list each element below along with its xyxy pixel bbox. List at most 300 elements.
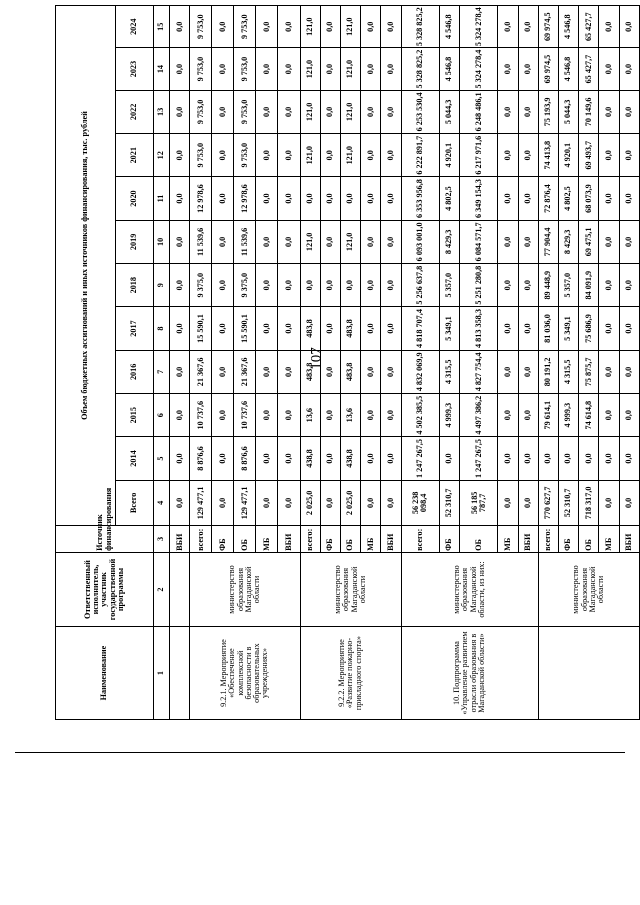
col-number: 5 <box>154 437 170 480</box>
value-cell: 2 025,0 <box>340 480 360 525</box>
value-cell: 0,0 <box>599 350 619 393</box>
value-cell: 0,0 <box>278 48 300 90</box>
value-cell: 0,0 <box>599 90 619 133</box>
value-cell: 74 614,8 <box>579 394 599 437</box>
value-cell: 0,0 <box>340 264 360 307</box>
value-cell: 0,0 <box>498 48 518 90</box>
row-executor: министерство образования Магаданской области, из них: <box>401 552 538 626</box>
value-cell: 0,0 <box>212 394 234 437</box>
col-number: 10 <box>154 220 170 263</box>
value-cell: 0,0 <box>599 437 619 480</box>
header-year: 2017 <box>116 307 154 350</box>
value-cell: 12 978,6 <box>234 177 256 220</box>
header-name: Наименование <box>56 627 154 720</box>
value-cell: 121,0 <box>340 220 360 263</box>
header-executor: Ответственный исполнитель, участник государственной программы <box>56 552 154 626</box>
value-cell: 0,0 <box>361 134 381 177</box>
value-cell: 0,0 <box>381 6 401 48</box>
value-cell: 0,0 <box>381 394 401 437</box>
value-cell: 0,0 <box>256 48 278 90</box>
value-cell: 0,0 <box>256 307 278 350</box>
table-header <box>56 6 170 720</box>
value-cell: 0,0 <box>256 220 278 263</box>
value-cell: 0,0 <box>256 480 278 525</box>
row-source: ОБ <box>234 526 256 553</box>
value-cell: 0,0 <box>381 90 401 133</box>
value-cell: 0,0 <box>498 350 518 393</box>
value-cell: 0,0 <box>619 307 639 350</box>
value-cell: 0,0 <box>619 480 639 525</box>
value-cell: 0,0 <box>256 6 278 48</box>
value-cell: 0,0 <box>498 307 518 350</box>
value-cell: 9 753,0 <box>190 90 212 133</box>
value-cell: 0,0 <box>619 264 639 307</box>
value-cell: 0,0 <box>278 350 300 393</box>
value-cell: 4 827 754,4 <box>460 350 498 393</box>
value-cell: 0,0 <box>320 6 340 48</box>
header-year: 2018 <box>116 264 154 307</box>
value-cell: 0,0 <box>212 307 234 350</box>
value-cell: 5 357,0 <box>558 264 578 307</box>
value-cell: 0,0 <box>256 264 278 307</box>
value-cell: 69 493,7 <box>579 134 599 177</box>
row-source: ВБИ <box>170 526 190 553</box>
value-cell: 0,0 <box>320 264 340 307</box>
value-cell: 6 222 891,7 <box>401 134 439 177</box>
value-cell: 121,0 <box>340 90 360 133</box>
value-cell: 0,0 <box>212 6 234 48</box>
value-cell: 9 753,0 <box>190 134 212 177</box>
value-cell: 13,6 <box>300 394 320 437</box>
value-cell: 0,0 <box>599 480 619 525</box>
value-cell: 121,0 <box>300 90 320 133</box>
value-cell: 0,0 <box>381 437 401 480</box>
value-cell: 0,0 <box>278 220 300 263</box>
value-cell: 2 025,0 <box>300 480 320 525</box>
value-cell: 5 044,3 <box>439 90 459 133</box>
value-cell: 56 238 098,4 <box>401 480 439 525</box>
value-cell: 0,0 <box>498 394 518 437</box>
value-cell: 0,0 <box>256 177 278 220</box>
table-row <box>538 6 558 720</box>
value-cell: 11 539,6 <box>190 220 212 263</box>
value-cell: 0,0 <box>599 394 619 437</box>
value-cell: 0,0 <box>439 437 459 480</box>
value-cell: 0,0 <box>518 437 538 480</box>
value-cell: 0,0 <box>361 90 381 133</box>
value-cell: 9 375,0 <box>190 264 212 307</box>
row-source: МБ <box>256 526 278 553</box>
value-cell: 9 375,0 <box>234 264 256 307</box>
value-cell: 0,0 <box>498 177 518 220</box>
value-cell: 5 044,3 <box>558 90 578 133</box>
value-cell: 0,0 <box>518 220 538 263</box>
row-source: ФБ <box>212 526 234 553</box>
value-cell: 121,0 <box>340 134 360 177</box>
value-cell: 74 413,8 <box>538 134 558 177</box>
value-cell: 8 429,3 <box>439 220 459 263</box>
value-cell: 0,0 <box>170 6 190 48</box>
value-cell: 0,0 <box>278 177 300 220</box>
value-cell: 0,0 <box>320 177 340 220</box>
value-cell: 129 477,1 <box>190 480 212 525</box>
value-cell: 0,0 <box>518 6 538 48</box>
value-cell: 0,0 <box>212 220 234 263</box>
value-cell: 9 753,0 <box>234 6 256 48</box>
value-cell: 13,6 <box>340 394 360 437</box>
value-cell: 5 256 637,8 <box>401 264 439 307</box>
value-cell: 0,0 <box>381 134 401 177</box>
value-cell: 0,0 <box>256 394 278 437</box>
value-cell: 4 999,3 <box>558 394 578 437</box>
header-year: 2022 <box>116 90 154 133</box>
value-cell: 4 802,5 <box>439 177 459 220</box>
value-cell: 0,0 <box>256 437 278 480</box>
value-cell: 81 036,0 <box>538 307 558 350</box>
value-cell: 121,0 <box>300 220 320 263</box>
value-cell: 0,0 <box>361 220 381 263</box>
value-cell: 121,0 <box>340 6 360 48</box>
value-cell: 0,0 <box>361 264 381 307</box>
header-year: 2014 <box>116 437 154 480</box>
value-cell: 0,0 <box>170 350 190 393</box>
value-cell: 6 217 971,6 <box>460 134 498 177</box>
value-cell: 6 093 001,0 <box>401 220 439 263</box>
header-year: 2023 <box>116 48 154 90</box>
value-cell: 0,0 <box>320 350 340 393</box>
value-cell: 121,0 <box>300 6 320 48</box>
value-cell: 0,0 <box>599 48 619 90</box>
value-cell: 9 753,0 <box>234 48 256 90</box>
row-source: ФБ <box>320 526 340 553</box>
value-cell: 4 920,1 <box>558 134 578 177</box>
value-cell: 4 920,1 <box>439 134 459 177</box>
value-cell: 0,0 <box>320 48 340 90</box>
value-cell: 0,0 <box>170 48 190 90</box>
row-executor: министерство образования Магаданской области <box>190 552 300 626</box>
value-cell: 0,0 <box>320 90 340 133</box>
value-cell: 6 349 154,3 <box>460 177 498 220</box>
value-cell: 0,0 <box>170 134 190 177</box>
value-cell: 0,0 <box>212 264 234 307</box>
value-cell: 0,0 <box>212 48 234 90</box>
value-cell: 0,0 <box>518 48 538 90</box>
value-cell: 0,0 <box>278 394 300 437</box>
table-row <box>170 6 190 720</box>
col-number: 13 <box>154 90 170 133</box>
value-cell: 9 753,0 <box>190 6 212 48</box>
value-cell: 21 367,6 <box>190 350 212 393</box>
value-cell: 0,0 <box>361 394 381 437</box>
col-number: 14 <box>154 48 170 90</box>
row-source: МБ <box>599 526 619 553</box>
value-cell: 0,0 <box>498 134 518 177</box>
header-source: Источник финансирования <box>56 526 154 553</box>
value-cell: 0,0 <box>278 90 300 133</box>
value-cell: 0,0 <box>498 264 518 307</box>
value-cell: 0,0 <box>320 134 340 177</box>
col-number: 3 <box>154 526 170 553</box>
value-cell: 4 497 386,2 <box>460 394 498 437</box>
row-source: ВБИ <box>619 526 639 553</box>
value-cell: 0,0 <box>170 480 190 525</box>
header-year: 2019 <box>116 220 154 263</box>
value-cell: 8 876,6 <box>234 437 256 480</box>
value-cell: 0,0 <box>170 437 190 480</box>
value-cell: 129 477,1 <box>234 480 256 525</box>
row-source: ФБ <box>558 526 578 553</box>
value-cell: 0,0 <box>212 437 234 480</box>
value-cell: 0,0 <box>619 48 639 90</box>
value-cell: 10 737,6 <box>234 394 256 437</box>
value-cell: 0,0 <box>619 6 639 48</box>
col-number: 8 <box>154 307 170 350</box>
value-cell: 10 737,6 <box>190 394 212 437</box>
col-number: 15 <box>154 6 170 48</box>
table-row <box>190 6 212 720</box>
value-cell: 0,0 <box>619 394 639 437</box>
value-cell: 5 251 280,8 <box>460 264 498 307</box>
value-cell: 0,0 <box>212 90 234 133</box>
value-cell: 121,0 <box>340 48 360 90</box>
value-cell: 0,0 <box>381 480 401 525</box>
value-cell: 0,0 <box>320 394 340 437</box>
value-cell: 0,0 <box>599 177 619 220</box>
value-cell: 0,0 <box>320 307 340 350</box>
row-source: ОБ <box>460 526 498 553</box>
page-number: 107 <box>308 347 325 370</box>
row-executor: министерство образования Магаданской области <box>538 552 639 626</box>
value-cell: 6 353 956,8 <box>401 177 439 220</box>
header-total: Всего <box>116 480 154 525</box>
value-cell: 6 253 530,4 <box>401 90 439 133</box>
col-number: 7 <box>154 350 170 393</box>
value-cell: 0,0 <box>170 264 190 307</box>
value-cell: 0,0 <box>498 220 518 263</box>
header-year: 2021 <box>116 134 154 177</box>
col-number: 2 <box>154 552 170 626</box>
value-cell: 75 875,7 <box>579 350 599 393</box>
value-cell: 0,0 <box>278 264 300 307</box>
value-cell: 75 686,9 <box>579 307 599 350</box>
value-cell: 0,0 <box>212 480 234 525</box>
value-cell: 75 193,9 <box>538 90 558 133</box>
value-cell: 0,0 <box>361 480 381 525</box>
value-cell: 0,0 <box>361 437 381 480</box>
value-cell: 0,0 <box>320 437 340 480</box>
value-cell: 4 546,8 <box>558 6 578 48</box>
row-name: 10. Подпрограмма «Управление развитием отрасли образования в Магаданской области» <box>401 627 538 720</box>
value-cell: 15 590,1 <box>190 307 212 350</box>
value-cell: 4 315,5 <box>558 350 578 393</box>
footer-divider <box>15 752 625 753</box>
value-cell: 5 349,1 <box>439 307 459 350</box>
value-cell: 0,0 <box>256 90 278 133</box>
value-cell: 0,0 <box>381 307 401 350</box>
value-cell: 0,0 <box>498 480 518 525</box>
row-source: ВБИ <box>278 526 300 553</box>
col-number: 1 <box>154 627 170 720</box>
table-row <box>401 6 439 720</box>
value-cell: 0,0 <box>518 134 538 177</box>
value-cell: 5 357,0 <box>439 264 459 307</box>
value-cell: 4 818 707,4 <box>401 307 439 350</box>
header-year: 2016 <box>116 350 154 393</box>
value-cell: 21 367,6 <box>234 350 256 393</box>
financing-table <box>55 5 640 720</box>
row-source: ФБ <box>439 526 459 553</box>
value-cell: 69 475,1 <box>579 220 599 263</box>
value-cell: 0,0 <box>381 264 401 307</box>
value-cell: 121,0 <box>300 134 320 177</box>
value-cell: 8 876,6 <box>190 437 212 480</box>
value-cell: 4 546,8 <box>439 48 459 90</box>
value-cell: 1 247 267,5 <box>401 437 439 480</box>
value-cell: 0,0 <box>278 134 300 177</box>
header-year: 2024 <box>116 6 154 48</box>
value-cell: 0,0 <box>599 264 619 307</box>
value-cell: 0,0 <box>381 48 401 90</box>
value-cell: 0,0 <box>300 264 320 307</box>
col-number: 12 <box>154 134 170 177</box>
header-volume: Объем бюджетных ассигнований и иных источников финансирования, тыс. рублей <box>56 6 116 526</box>
value-cell: 0,0 <box>538 437 558 480</box>
value-cell: 0,0 <box>170 177 190 220</box>
value-cell: 0,0 <box>320 220 340 263</box>
value-cell: 0,0 <box>278 307 300 350</box>
table-body <box>170 6 640 720</box>
header-year: 2015 <box>116 394 154 437</box>
value-cell: 4 546,8 <box>558 48 578 90</box>
value-cell: 0,0 <box>300 177 320 220</box>
value-cell: 0,0 <box>599 6 619 48</box>
value-cell: 69 974,5 <box>538 6 558 48</box>
value-cell: 12 978,6 <box>190 177 212 220</box>
value-cell: 5 349,1 <box>558 307 578 350</box>
row-source: всего: <box>300 526 320 553</box>
value-cell: 0,0 <box>599 220 619 263</box>
value-cell: 4 502 385,5 <box>401 394 439 437</box>
value-cell: 0,0 <box>518 307 538 350</box>
value-cell: 72 876,4 <box>538 177 558 220</box>
value-cell: 0,0 <box>498 90 518 133</box>
col-number: 11 <box>154 177 170 220</box>
value-cell: 0,0 <box>619 177 639 220</box>
value-cell: 9 753,0 <box>234 134 256 177</box>
value-cell: 0,0 <box>558 437 578 480</box>
value-cell: 483,8 <box>340 350 360 393</box>
value-cell: 438,8 <box>300 437 320 480</box>
row-name <box>170 627 190 720</box>
row-source: МБ <box>498 526 518 553</box>
value-cell: 0,0 <box>256 134 278 177</box>
value-cell: 0,0 <box>361 307 381 350</box>
value-cell: 68 073,9 <box>579 177 599 220</box>
value-cell: 52 310,7 <box>558 480 578 525</box>
value-cell: 121,0 <box>300 48 320 90</box>
row-source: всего: <box>538 526 558 553</box>
value-cell: 0,0 <box>619 134 639 177</box>
value-cell: 0,0 <box>619 437 639 480</box>
value-cell: 0,0 <box>518 264 538 307</box>
value-cell: 69 974,5 <box>538 48 558 90</box>
value-cell: 4 315,5 <box>439 350 459 393</box>
value-cell: 9 753,0 <box>190 48 212 90</box>
value-cell: 0,0 <box>212 350 234 393</box>
value-cell: 56 185 787,7 <box>460 480 498 525</box>
value-cell: 0,0 <box>619 90 639 133</box>
value-cell: 84 091,9 <box>579 264 599 307</box>
col-number: 9 <box>154 264 170 307</box>
value-cell: 5 328 825,2 <box>401 6 439 48</box>
header-year: 2020 <box>116 177 154 220</box>
row-source: всего: <box>190 526 212 553</box>
value-cell: 0,0 <box>518 177 538 220</box>
value-cell: 65 427,7 <box>579 6 599 48</box>
value-cell: 4 813 358,3 <box>460 307 498 350</box>
value-cell: 483,8 <box>340 307 360 350</box>
value-cell: 77 904,4 <box>538 220 558 263</box>
row-source: МБ <box>361 526 381 553</box>
value-cell: 0,0 <box>599 307 619 350</box>
value-cell: 0,0 <box>361 350 381 393</box>
row-executor <box>170 552 190 626</box>
value-cell: 8 429,3 <box>558 220 578 263</box>
rotated-table-container <box>55 5 640 720</box>
value-cell: 5 324 278,4 <box>460 48 498 90</box>
value-cell: 0,0 <box>619 350 639 393</box>
value-cell: 89 448,9 <box>538 264 558 307</box>
col-number: 4 <box>154 480 170 525</box>
table-row <box>300 6 320 720</box>
value-cell: 0,0 <box>518 394 538 437</box>
row-name: 9.2.1. Мероприятие «Обеспечение комплексной безопасности в образовательных учреждениях» <box>190 627 300 720</box>
col-number: 6 <box>154 394 170 437</box>
value-cell: 0,0 <box>361 6 381 48</box>
value-cell: 1 247 267,5 <box>460 437 498 480</box>
value-cell: 0,0 <box>518 90 538 133</box>
value-cell: 0,0 <box>518 350 538 393</box>
value-cell: 770 627,7 <box>538 480 558 525</box>
value-cell: 0,0 <box>381 350 401 393</box>
value-cell: 5 324 278,4 <box>460 6 498 48</box>
row-source: ОБ <box>579 526 599 553</box>
row-source: ВБИ <box>518 526 538 553</box>
value-cell: 70 149,6 <box>579 90 599 133</box>
value-cell: 0,0 <box>212 177 234 220</box>
value-cell: 9 753,0 <box>234 90 256 133</box>
value-cell: 0,0 <box>381 177 401 220</box>
value-cell: 0,0 <box>381 220 401 263</box>
row-executor: министерство образования Магаданской области <box>300 552 401 626</box>
value-cell: 0,0 <box>498 437 518 480</box>
row-name <box>538 627 639 720</box>
value-cell: 0,0 <box>579 437 599 480</box>
value-cell: 0,0 <box>170 90 190 133</box>
value-cell: 0,0 <box>619 220 639 263</box>
value-cell: 4 832 069,9 <box>401 350 439 393</box>
value-cell: 4 999,3 <box>439 394 459 437</box>
row-name: 9.2.2. Мероприятие «Развитие пожарно-прикладного спорта» <box>300 627 401 720</box>
value-cell: 4 546,8 <box>439 6 459 48</box>
row-source: ВБИ <box>381 526 401 553</box>
value-cell: 0,0 <box>340 177 360 220</box>
value-cell: 80 191,2 <box>538 350 558 393</box>
value-cell: 0,0 <box>278 437 300 480</box>
value-cell: 0,0 <box>518 480 538 525</box>
value-cell: 0,0 <box>498 6 518 48</box>
value-cell: 52 310,7 <box>439 480 459 525</box>
